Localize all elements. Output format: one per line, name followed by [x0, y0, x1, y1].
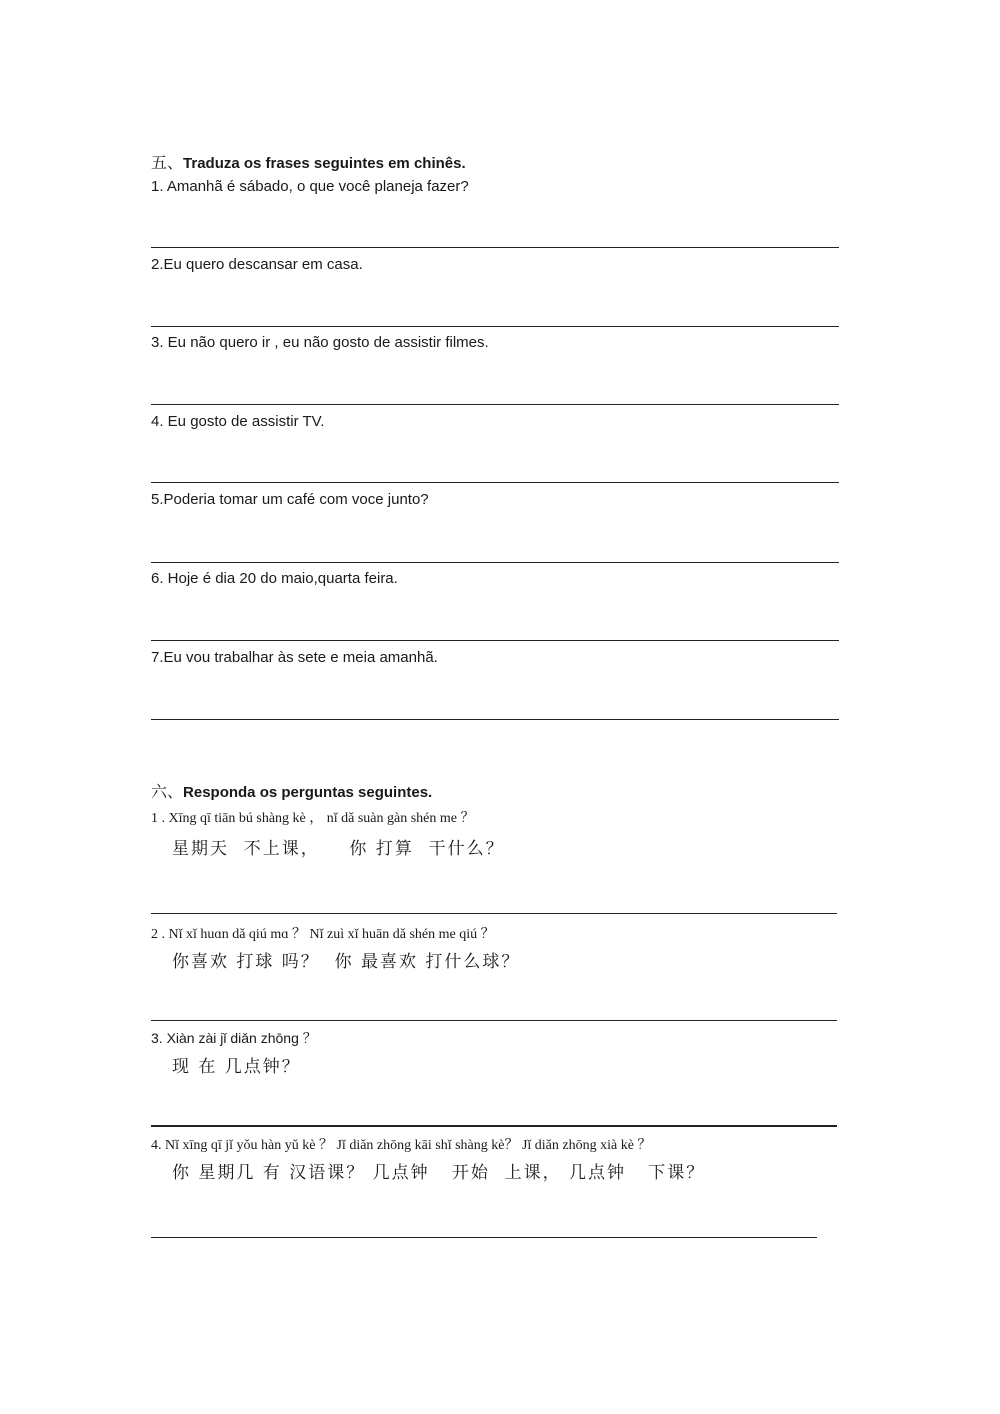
- answer-line-5-7[interactable]: [151, 719, 839, 720]
- section5-question-6: 6. Hoje é dia 20 do maio,quarta feira.: [151, 570, 398, 587]
- answer-line-5-3[interactable]: [151, 404, 839, 405]
- section5-heading: [151, 150, 466, 173]
- section5-question-4: 4. Eu gosto de assistir TV.: [151, 413, 325, 430]
- answer-line-5-6[interactable]: [151, 640, 839, 641]
- answer-line-5-1[interactable]: [151, 247, 839, 248]
- section5-question-2: 2.Eu quero descansar em casa.: [151, 256, 363, 273]
- section5-question-5: 5.Poderia tomar um café com voce junto?: [151, 491, 429, 508]
- section6-question-3-hanzi: 现 在 几点钟？: [172, 1057, 301, 1077]
- section6-number: 六、: [151, 782, 184, 801]
- section6-question-1-pinyin: 1 . Xīng qī tiān bú shàng kè ， nǐ dǎ suàn gàn shén me ？: [151, 811, 475, 826]
- section5-question-3: 3. Eu não quero ir , eu não gosto de assistir filmes.: [151, 334, 489, 351]
- answer-line-6-2[interactable]: [151, 1020, 837, 1021]
- section6-question-3-pinyin: 3. Xiàn zài jǐ diǎn zhōng ？: [151, 1030, 317, 1046]
- section6-question-2-hanzi: 你喜欢 打球 吗？ 你 最喜欢 打什么球？: [172, 952, 521, 972]
- answer-line-6-1[interactable]: [151, 913, 837, 914]
- section6-heading: [151, 779, 432, 802]
- answer-line-5-5[interactable]: [151, 562, 839, 563]
- section6-question-2-pinyin: 2 . Nǐ xǐ huɑn dǎ qiú mɑ ？ Nǐ zuì xǐ huān dǎ shén me qiú ？: [151, 927, 495, 942]
- section5-title: Traduza os frases seguintes em chinês.: [183, 155, 466, 172]
- section5-number: 五、: [151, 153, 184, 172]
- answer-line-6-3[interactable]: [151, 1125, 837, 1127]
- answer-line-5-4[interactable]: [151, 482, 839, 483]
- section5-question-7: 7.Eu vou trabalhar às sete e meia amanhã.: [151, 649, 438, 666]
- section6-question-4-pinyin: 4. Nǐ xīng qī jǐ yǒu hàn yǔ kè ？ Jǐ diǎn zhōng kāi shǐ shàng kè？ Jǐ diǎn zhōng xià kè ？: [151, 1138, 652, 1153]
- section5-question-1: 1. Amanhã é sábado, o que você planeja fazer?: [151, 178, 469, 195]
- section6-question-4-hanzi: 你 星期几 有 汉语课？ 几点钟 开始 上课， 几点钟 下课？: [172, 1163, 706, 1183]
- answer-line-5-2[interactable]: [151, 326, 839, 327]
- answer-line-6-4[interactable]: [151, 1237, 817, 1238]
- section6-question-1-hanzi: 星期天 不上课， 你 打算 干什么？: [172, 839, 505, 859]
- section6-title: Responda os perguntas seguintes.: [183, 784, 433, 801]
